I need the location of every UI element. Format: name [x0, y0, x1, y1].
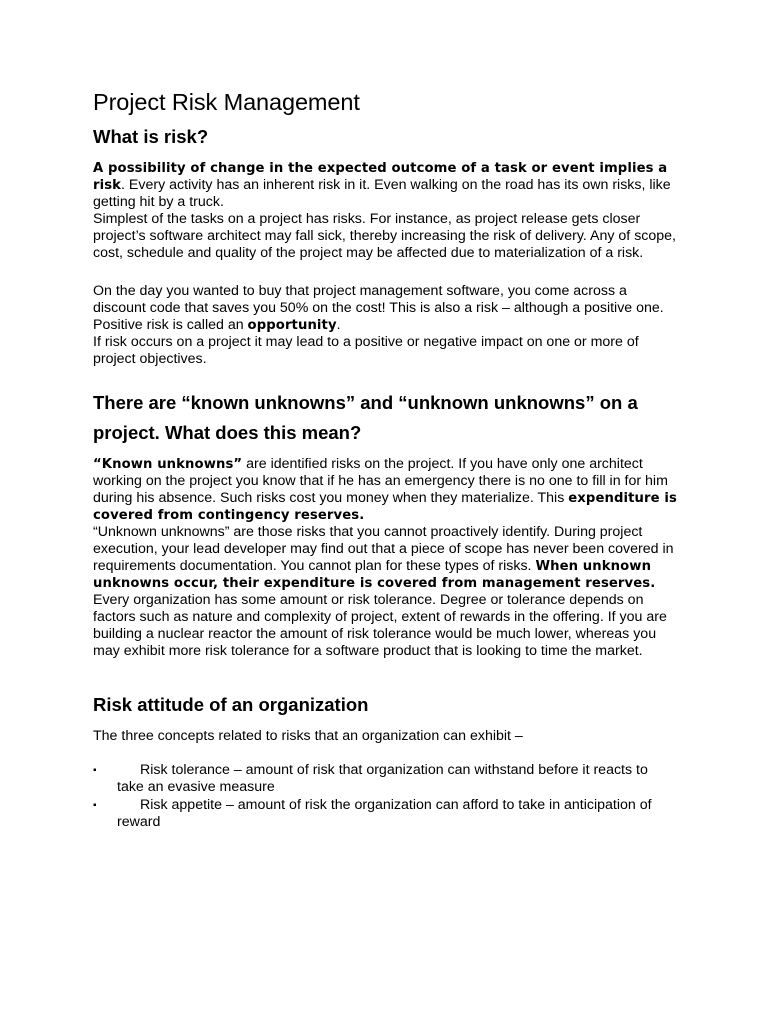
list-item-text: Risk appetite – amount of risk the organization can afford to take in anticipation of reward	[117, 797, 652, 830]
known-unknowns-bold: “Known unknowns”	[93, 457, 243, 472]
list-item	[93, 797, 678, 831]
section-heading-risk-attitude: Risk attitude of an organization	[93, 694, 369, 715]
unknown-unknowns-text: “Unknown unknowns” are those risks that you cannot proactively identify. During project execution, your lead developer may find out that a piece of scope has never been covered in requirements documentation. You cannot plan for these types of risks.	[93, 524, 674, 574]
paragraph-risk-definition	[93, 160, 678, 211]
paragraph-unknown-unknowns	[93, 524, 678, 592]
paragraph-simplest-tasks: Simplest of the tasks on a project has risks. For instance, as project release gets closer project’s software architect may fall sick, thereby increasing the risk of delivery. Any of scope, cost, schedule and quality of the project may be affected due to materialization of a risk.	[93, 211, 676, 261]
bullet-icon: ▪	[93, 800, 97, 811]
section-heading-what-is-risk: What is risk?	[93, 126, 209, 147]
risk-concepts-list	[93, 762, 678, 831]
risk-definition-bold: A possibility of change in the expected outcome of a task or event implies a risk	[93, 161, 668, 193]
bullet-icon: ▪	[93, 765, 97, 776]
risk-definition-text: . Every activity has an inherent risk in it. Even walking on the road has its own risks, like getting hit by a truck.	[93, 177, 671, 210]
paragraph-risk-impact: If risk occurs on a project it may lead to a positive or negative impact on one or more of project objectives.	[93, 334, 639, 367]
opportunity-bold: opportunity	[247, 318, 337, 333]
contingency-reserves-bold: expenditure is covered from contingency reserves.	[93, 491, 677, 523]
list-item-text: Risk tolerance – amount of risk that organization can withstand before it reacts to take an evasive measure	[117, 762, 648, 795]
management-reserves-bold: When unknown unknowns occur, their expenditure is covered from management reserves.	[93, 559, 656, 591]
known-unknowns-text: are identified risks on the project. If you have only one architect working on the project you know that if he has an emergency there is no one to fill in for him during his absence. Such risks cost you money when they materialize. This	[93, 456, 668, 506]
section-heading-known-unknowns: There are “known unknowns” and “unknown unknowns” on a project. What does this mean?	[93, 392, 638, 443]
paragraph-discount-code	[93, 283, 678, 334]
paragraph-risk-tolerance: Every organization has some amount or risk tolerance. Degree or tolerance depends on factors such as nature and complexity of project, extent of rewards in the offering. If you are building a nuclear reactor the amount of risk tolerance would be much lower, whereas you may exhibit more risk tolerance for a software product that is looking to time the market.	[93, 592, 667, 659]
paragraph-known-unknowns	[93, 456, 678, 524]
page-title: Project Risk Management	[93, 89, 360, 115]
discount-code-text: On the day you wanted to buy that project management software, you come across a discount code that saves you 50% on the cost! This is also a risk – although a positive one. Positive risk is called an	[93, 283, 664, 333]
list-item	[93, 762, 678, 796]
discount-code-end: .	[336, 317, 341, 333]
paragraph-three-concepts: The three concepts related to risks that an organization can exhibit –	[93, 728, 523, 744]
